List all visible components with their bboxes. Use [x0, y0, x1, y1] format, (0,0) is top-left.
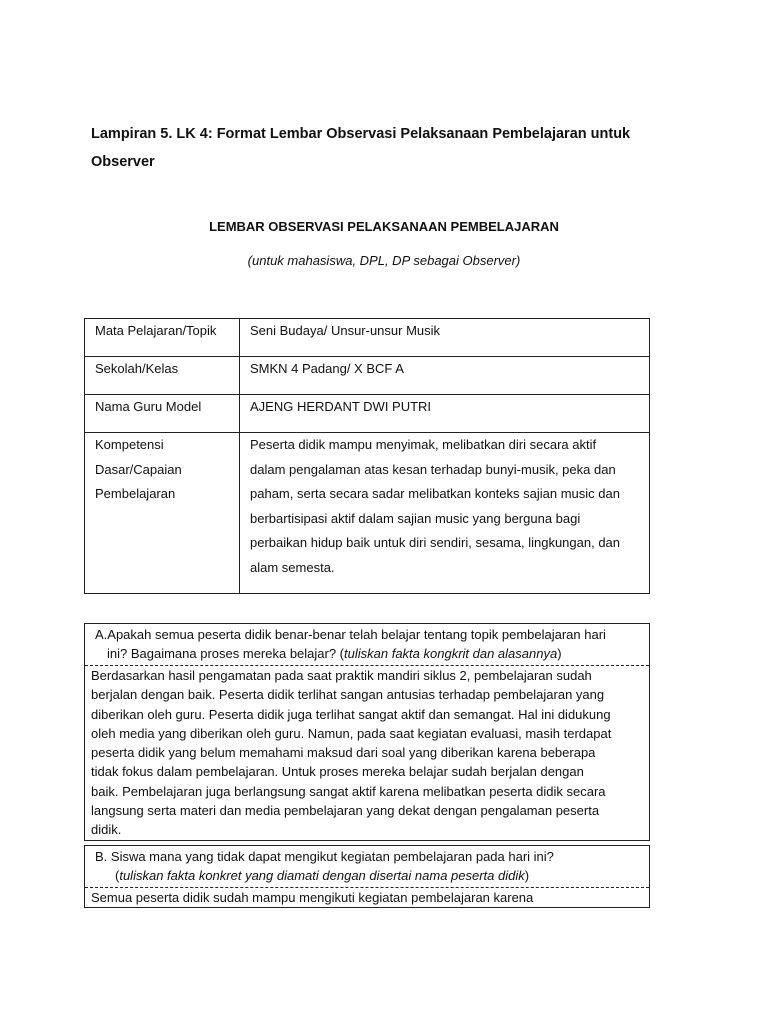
question-b-line-2-open: (	[115, 868, 120, 883]
answer-line: Semua peserta didik sudah mampu mengikuti kegiatan pembelajaran karena	[91, 890, 534, 905]
answer-line: Berdasarkan hasil pengamatan pada saat praktik mandiri siklus 2, pembelajaran sudah	[91, 668, 592, 683]
question-a-box	[84, 623, 650, 841]
question-a-line-2-text: ini? Bagaimana proses mereka belajar? (	[107, 646, 345, 661]
question-b-line-2-close: )	[524, 868, 530, 883]
competency-line: paham, serta secara sadar melibatkan konteks sajian music dan	[250, 486, 620, 501]
competency-label-line: Dasar/Capaian	[95, 461, 182, 477]
question-a-line-1: A.Apakah semua peserta didik benar-benar telah belajar tentang topik pembelajaran hari	[95, 627, 606, 642]
competency-line: alam semesta.	[250, 559, 335, 575]
question-a-prompt	[85, 624, 649, 666]
table-row-teacher	[85, 395, 650, 433]
competency-label-line: Kompetensi	[95, 437, 164, 452]
teacher-value: AJENG HERDANT DWI PUTRI	[240, 395, 650, 433]
subject-value: Seni Budaya/ Unsur-unsur Musik	[240, 319, 650, 357]
question-a-instruction: tuliskan fakta kongkrit dan alasannya	[344, 646, 558, 661]
answer-line: diberikan oleh guru. Peserta didik juga terlihat sangat aktif dan semangat. Hal ini didukung	[91, 706, 611, 722]
answer-line: peserta didik yang belum memahami maksud dari soal yang diberikan karena beberapa	[91, 745, 596, 761]
table-row-competency	[85, 433, 650, 594]
answer-line: baik. Pembelajaran juga berlangsung sangat aktif karena melibatkan peserta didik secara	[91, 783, 606, 799]
competency-line: berbartisipasi aktif dalam sajian music yang berguna bagi	[250, 510, 581, 526]
document-heading	[91, 120, 691, 176]
teacher-label: Nama Guru Model	[85, 395, 240, 433]
table-row-school	[85, 357, 650, 395]
info-table	[84, 318, 650, 594]
heading-line-1: Lampiran 5. LK 4: Format Lembar Observasi Pelaksanaan Pembelajaran untuk	[91, 126, 631, 142]
form-subtitle: (untuk mahasiswa, DPL, DP sebagai Observer)	[247, 253, 521, 268]
question-b-instruction: tuliskan fakta konkret yang diamati dengan disertai nama peserta didik	[119, 868, 525, 883]
question-b-box	[84, 845, 650, 908]
table-row-subject	[85, 319, 650, 357]
subject-label: Mata Pelajaran/Topik	[85, 319, 240, 357]
question-a-answer	[85, 666, 649, 840]
form-title: LEMBAR OBSERVASI PELAKSANAAN PEMBELAJARAN	[209, 219, 559, 234]
question-b-line-1: B. Siswa mana yang tidak dapat mengikut kegiatan pembelajaran pada hari ini?	[95, 849, 554, 864]
answer-line: didik.	[91, 822, 122, 838]
competency-value	[240, 433, 650, 594]
heading-line-2: Observer	[91, 154, 155, 170]
question-b-answer	[85, 888, 649, 907]
question-b-line-2	[95, 866, 639, 885]
competency-line: Peserta didik mampu menyimak, melibatkan diri secara aktif	[250, 437, 597, 452]
answer-line: oleh media yang diberikan oleh guru. Namun, pada saat kegiatan evaluasi, masih terdapat	[91, 725, 612, 741]
question-a-line-2	[95, 644, 639, 663]
answer-line: berjalan dengan baik. Peserta didik terlihat sangan antusias terhadap pembelajaran yang	[91, 687, 605, 703]
competency-line: dalam pengalaman atas kesan terhadap bunyi-musik, peka dan	[250, 461, 616, 477]
question-a-line-2-close: )	[557, 646, 562, 661]
question-b-prompt	[85, 846, 649, 888]
competency-label-line: Pembelajaran	[95, 486, 176, 501]
answer-line: tidak fokus dalam pembelajaran. Untuk proses mereka belajar sudah berjalan dengan	[91, 764, 584, 780]
competency-line: perbaikan hidup baik untuk diri sendiri, sesama, lingkungan, dan	[250, 535, 621, 550]
answer-line: langsung serta materi dan media pembelajaran yang dekat dengan pengalaman peserta	[91, 803, 600, 819]
competency-label	[85, 433, 240, 594]
school-label: Sekolah/Kelas	[85, 357, 240, 395]
school-value: SMKN 4 Padang/ X BCF A	[240, 357, 650, 395]
